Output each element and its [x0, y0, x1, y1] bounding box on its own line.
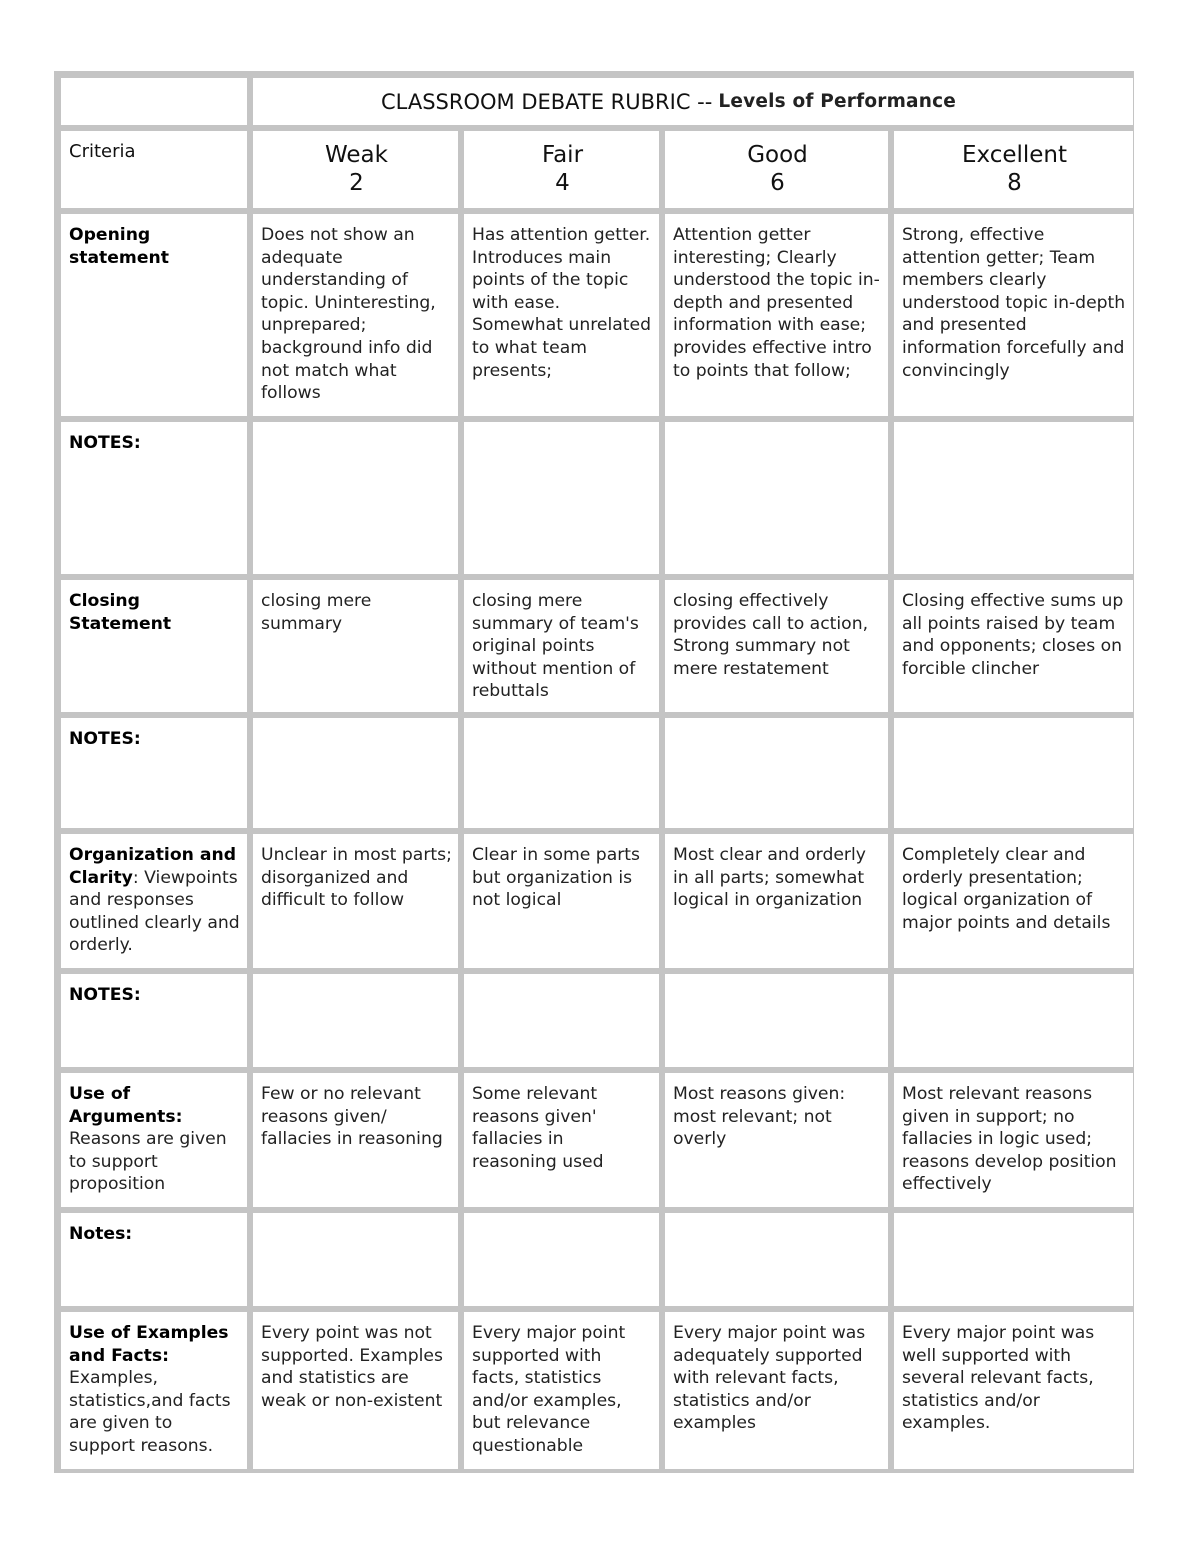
descriptor-excellent: Completely clear and orderly presentation; logical organization of major points and details — [894, 834, 1133, 968]
notes-label: Notes: — [61, 1213, 247, 1306]
descriptor-fair: Clear in some parts but organization is not logical — [464, 834, 659, 968]
level-name: Excellent — [961, 142, 1068, 168]
notes-cell-fair[interactable] — [464, 974, 659, 1067]
notes-cell-weak[interactable] — [253, 422, 458, 574]
notes-cell-excellent[interactable] — [894, 1213, 1133, 1306]
descriptor-excellent: Strong, effective attention getter; Team members clearly understood topic in-depth and presented information forcefully and convincingly — [894, 214, 1133, 416]
rubric-title-main: CLASSROOM DEBATE RUBRIC -- — [381, 90, 713, 115]
criterion-description: Examples, statistics,and facts are given to support reasons. — [69, 1368, 231, 1456]
descriptor-fair: Some relevant reasons given' fallacies in reasoning used — [464, 1073, 659, 1207]
debate-rubric-table — [54, 71, 1134, 1473]
notes-label: NOTES: — [61, 422, 247, 574]
notes-cell-fair[interactable] — [464, 422, 659, 574]
level-name: Fair — [541, 142, 584, 168]
criterion-label: Use of Arguments: — [69, 1084, 183, 1127]
notes-cell-good[interactable] — [665, 1213, 888, 1306]
notes-cell-good[interactable] — [665, 422, 888, 574]
level-points: 2 — [349, 170, 364, 196]
notes-cell-fair[interactable] — [464, 1213, 659, 1306]
notes-cell-good[interactable] — [665, 718, 888, 828]
criterion-description: : Viewpoints and responses outlined clearly and orderly. — [69, 867, 240, 956]
level-header-good — [665, 131, 888, 208]
criterion-label: Opening statement — [69, 225, 169, 268]
criterion-examples-facts — [61, 1312, 247, 1469]
notes-cell-excellent[interactable] — [894, 422, 1133, 574]
descriptor-good: Most reasons given: most relevant; not overly — [665, 1073, 888, 1207]
notes-cell-excellent[interactable] — [894, 974, 1133, 1067]
corner-cell — [61, 78, 247, 125]
notes-cell-weak[interactable] — [253, 974, 458, 1067]
level-header-excellent — [894, 131, 1133, 208]
level-points: 8 — [1007, 170, 1022, 196]
descriptor-weak: Few or no relevant reasons given/ fallacies in reasoning — [253, 1073, 458, 1207]
descriptor-weak: Unclear in most parts; disorganized and difficult to follow — [253, 834, 458, 968]
descriptor-excellent: Most relevant reasons given in support; no fallacies in logic used; reasons develop position effectively — [894, 1073, 1133, 1207]
criterion-opening-statement — [61, 214, 247, 416]
descriptor-fair: closing mere summary of team's original points without mention of rebuttals — [464, 580, 659, 712]
rubric-title-subtitle: Levels of Performance — [718, 91, 957, 113]
descriptor-good: Every major point was adequately supported with relevant facts, statistics and/or examples — [665, 1312, 888, 1469]
rubric-title — [253, 78, 1133, 125]
descriptor-weak: Every point was not supported. Examples and statistics are weak or non-existent — [253, 1312, 458, 1469]
notes-cell-weak[interactable] — [253, 1213, 458, 1306]
notes-cell-good[interactable] — [665, 974, 888, 1067]
notes-cell-excellent[interactable] — [894, 718, 1133, 828]
criterion-label: Organization and Clarity — [69, 845, 236, 888]
criterion-closing-statement — [61, 580, 247, 712]
descriptor-weak: closing mere summary — [253, 580, 458, 712]
notes-label: NOTES: — [61, 718, 247, 828]
descriptor-weak: Does not show an adequate understanding of topic. Uninteresting, unprepared; background info did not match what follows — [253, 214, 458, 416]
level-name: Good — [747, 142, 808, 168]
criteria-header: Criteria — [61, 131, 247, 208]
level-points: 6 — [770, 170, 785, 196]
descriptor-good: Most clear and orderly in all parts; somewhat logical in organization — [665, 834, 888, 968]
criterion-use-of-arguments — [61, 1073, 247, 1207]
descriptor-fair: Has attention getter. Introduces main points of the topic with ease. Somewhat unrelated to what team presents; — [464, 214, 659, 416]
level-header-fair — [464, 131, 659, 208]
criterion-description: Reasons are given to support proposition — [69, 1129, 227, 1195]
descriptor-good: Attention getter interesting; Clearly understood the topic in-depth and presented information with ease; provides effective intro to points that follow; — [665, 214, 888, 416]
notes-cell-fair[interactable] — [464, 718, 659, 828]
notes-label: NOTES: — [61, 974, 247, 1067]
descriptor-excellent: Closing effective sums up all points raised by team and opponents; closes on forcible clincher — [894, 580, 1133, 712]
descriptor-fair: Every major point supported with facts, statistics and/or examples, but relevance questionable — [464, 1312, 659, 1469]
criterion-label: Use of Examples and Facts: — [69, 1323, 229, 1366]
descriptor-good: closing effectively provides call to action, Strong summary not mere restatement — [665, 580, 888, 712]
notes-cell-weak[interactable] — [253, 718, 458, 828]
criterion-organization-clarity — [61, 834, 247, 968]
criterion-label: Closing Statement — [69, 591, 172, 634]
descriptor-excellent: Every major point was well supported with several relevant facts, statistics and/or examples. — [894, 1312, 1133, 1469]
level-points: 4 — [555, 170, 570, 196]
level-name: Weak — [325, 142, 388, 168]
level-header-weak — [253, 131, 458, 208]
